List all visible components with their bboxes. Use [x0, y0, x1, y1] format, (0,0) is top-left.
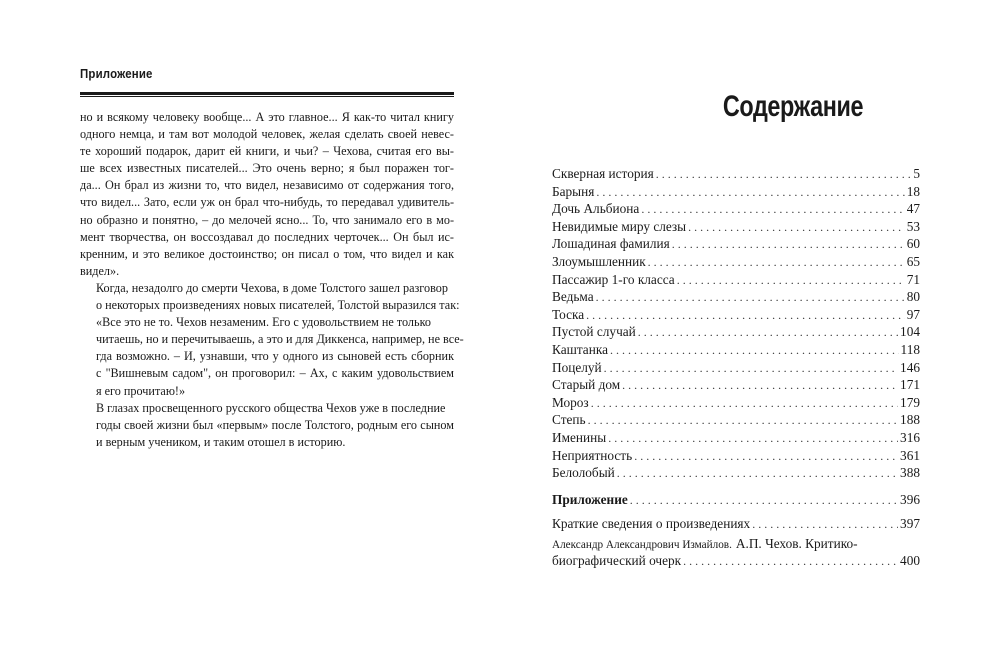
toc-leader — [588, 412, 898, 430]
toc-leader — [591, 395, 898, 413]
toc-entry-title: Мороз — [552, 394, 589, 410]
toc-leader — [634, 448, 898, 466]
toc-entry[interactable] — [552, 183, 920, 201]
text-line: гда возможно. – И, узнавши, что у одного из сыновей есть сборник — [96, 349, 454, 364]
toc-entry[interactable] — [552, 447, 920, 465]
toc-leader — [596, 289, 905, 307]
toc-entry-title: Краткие сведения о произведениях — [552, 516, 751, 532]
toc-entry-title: Поцелуй — [552, 359, 602, 375]
text-line: я его прочитаю!» — [96, 383, 186, 398]
toc-entry[interactable] — [552, 411, 920, 429]
paragraph — [80, 109, 454, 280]
toc-leader — [608, 430, 898, 448]
toc-leader — [656, 166, 912, 184]
table-of-contents — [552, 165, 920, 570]
text-line: и верным учеником, и таким отошел в историю. — [96, 434, 346, 449]
text-line: о некоторых произведениях новых писателей, Толстой выразился так: — [96, 298, 460, 313]
toc-entry-page: 146 — [900, 359, 920, 375]
text-line: но образно и понятно, – до мелочей ясно... То, что занимало его в мо- — [80, 212, 454, 227]
toc-entry[interactable] — [552, 359, 920, 377]
text-line: с "Вишневым садом", он проговорил: – Ах, с каким удовольствием — [96, 366, 454, 381]
toc-entry-title: Именины — [552, 429, 607, 445]
toc-entry-title: Белолобый — [552, 465, 615, 481]
toc-entry[interactable] — [552, 341, 920, 359]
toc-title: Содержание — [722, 90, 864, 123]
toc-leader — [617, 465, 898, 483]
text-line: читаешь, но и перечитываешь, а это и для Диккенса, например, не все- — [96, 332, 464, 347]
toc-entry-page: 397 — [900, 516, 920, 532]
toc-entry-essay-line1[interactable] — [552, 535, 920, 553]
toc-leader — [752, 516, 898, 534]
toc-leader — [610, 342, 899, 360]
toc-entry-title: Лошадиная фамилия — [552, 236, 670, 252]
toc-entry-page: 53 — [906, 218, 920, 234]
toc-leader — [648, 254, 905, 272]
toc-entry-page: 388 — [900, 465, 920, 481]
toc-entry-title: Ведьма — [552, 289, 594, 305]
toc-entry-page: 18 — [906, 183, 920, 199]
paragraph — [80, 400, 454, 451]
running-head: Приложение — [80, 66, 153, 81]
toc-entry[interactable] — [552, 271, 920, 289]
toc-entry-page: 71 — [906, 271, 920, 287]
toc-entry-page: 47 — [906, 201, 920, 217]
toc-leader — [688, 219, 905, 237]
text-line: ше всех известных писателей... Это очень верно; я был поражен тог- — [80, 161, 454, 176]
header-rule-thick — [80, 92, 454, 95]
toc-entry-page: 5 — [913, 166, 920, 181]
toc-entry-title: Тоска — [552, 306, 585, 322]
toc-entry-page: 118 — [900, 341, 920, 357]
toc-entry-title: Невидимые миру слезы — [552, 218, 687, 234]
body-text — [80, 109, 464, 451]
header-rule-thin — [80, 96, 454, 97]
toc-entry-title: Дочь Альбиона — [552, 201, 640, 217]
toc-entry-page: 316 — [900, 429, 920, 445]
toc-leader — [586, 307, 905, 325]
text-line: те хороший подарок, дарит ей книги, и чьи? – Чехова, считая его вы- — [80, 144, 454, 159]
toc-entry-page: 179 — [900, 394, 920, 410]
toc-entry-page: 396 — [900, 491, 920, 507]
toc-entry[interactable] — [552, 218, 920, 236]
right-page — [500, 0, 1000, 652]
toc-entry-title: Барыня — [552, 183, 595, 199]
text-line: «Все это не то. Чехов незаменим. Его с удовольствием не только — [96, 315, 431, 330]
toc-entry-title: Каштанка — [552, 341, 608, 357]
toc-leader — [622, 377, 898, 395]
toc-entry-page: 80 — [906, 289, 920, 305]
text-line: мент творчества, он воссоздавал до последних черточек... Он был ис- — [80, 229, 454, 244]
toc-leader — [641, 201, 904, 219]
text-line: одного немца, и там вот молодой человек, желая сделать своей невес- — [80, 127, 454, 142]
text-line: да... Он брал из жизни то, что видел, независимо от содержания того, — [80, 178, 454, 193]
toc-entry-title: Скверная история — [552, 166, 654, 181]
toc-entry[interactable] — [552, 376, 920, 394]
toc-entry-page: 60 — [906, 236, 920, 252]
toc-entry-page: 400 — [900, 553, 920, 569]
text-line: видел». — [80, 263, 120, 278]
toc-entry-page: 104 — [900, 324, 920, 340]
toc-leader — [604, 360, 898, 378]
toc-entry[interactable] — [552, 235, 920, 253]
toc-entry-page: 361 — [900, 447, 920, 463]
toc-leader — [638, 324, 898, 342]
paragraph — [80, 280, 460, 314]
toc-entry[interactable] — [552, 253, 920, 271]
toc-entry-page: 171 — [900, 377, 920, 393]
toc-leader — [672, 236, 905, 254]
toc-entry[interactable] — [552, 306, 920, 324]
toc-entry[interactable] — [552, 165, 920, 183]
toc-entry-page: 65 — [906, 253, 920, 269]
toc-entry[interactable] — [552, 200, 920, 218]
toc-entry[interactable] — [552, 515, 920, 533]
toc-entry[interactable] — [552, 464, 920, 482]
toc-essay-title-line2: биографический очерк — [552, 553, 682, 569]
toc-entry-title: Старый дом — [552, 377, 621, 393]
toc-entry[interactable] — [552, 394, 920, 412]
text-line: что видел... Зато, если уж он брал что-нибудь, то передавал удивитель- — [80, 195, 454, 210]
text-line: но и всякому человеку вообще... А это главное... Я как-то читал книгу — [80, 110, 454, 124]
text-line: кренним, и это великое достоинство; он писал о том, что видел и как — [80, 246, 454, 261]
toc-entry-title: Степь — [552, 412, 586, 428]
toc-essay-author: Александр Александрович Измайлов. — [552, 538, 732, 551]
toc-entry[interactable] — [552, 429, 920, 447]
toc-entry-title: Приложение — [552, 491, 628, 507]
toc-leader — [677, 272, 905, 290]
text-line: В глазах просвещенного русского общества Чехов уже в последние — [96, 400, 446, 415]
toc-leader — [596, 184, 904, 202]
toc-entry[interactable] — [552, 288, 920, 306]
text-line: Когда, незадолго до смерти Чехова, в доме Толстого зашел разговор — [96, 280, 448, 295]
toc-entry-title: Неприятность — [552, 447, 633, 463]
toc-entry-title: Злоумышленник — [552, 253, 646, 269]
toc-leader — [630, 492, 898, 510]
toc-entry-page: 188 — [900, 412, 920, 428]
toc-entry-appendix[interactable] — [552, 491, 920, 509]
toc-entry[interactable] — [552, 323, 920, 341]
paragraph — [80, 314, 464, 399]
toc-entry-title: Пустой случай — [552, 324, 636, 340]
toc-leader — [683, 553, 898, 571]
toc-entry-page: 97 — [906, 306, 920, 322]
toc-essay-title-line1: А.П. Чехов. Критико- — [735, 535, 858, 551]
toc-entry-essay-line2[interactable] — [552, 552, 920, 570]
toc-entry-title: Пассажир 1-го класса — [552, 271, 675, 287]
text-line: годы своей жизни был «первым» после Толстого, родным его сыном — [96, 417, 454, 432]
